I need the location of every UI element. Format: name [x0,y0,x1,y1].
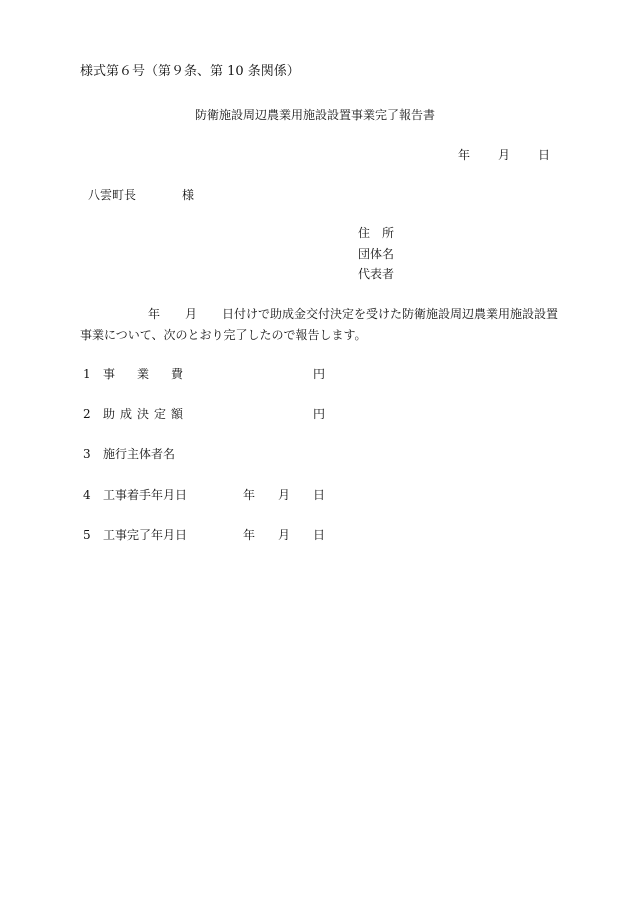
completion-date-month: 月 [278,528,291,542]
addressee [88,187,194,203]
addressee-name: 八雲町長 [88,188,137,202]
start-date-month: 月 [278,488,291,502]
sender-organization-label: 団体名 [358,247,395,261]
start-date-year: 年 [243,488,256,502]
item-number: 4 [83,488,91,502]
body-text-line-2: 事業について、次のとおり完了したので報告します。 [80,328,367,342]
item-number: 1 [83,367,91,381]
item-unit-yen: 円 [313,367,326,381]
completion-date-day: 日 [313,528,326,542]
item-label-project-cost: 事業費 [103,367,206,381]
item-number: 3 [83,447,91,461]
date-month-label: 月 [497,148,510,162]
item-unit-yen: 円 [313,407,326,421]
report-date [458,147,550,163]
form-number: 様式第６号（第９条、第 10 条関係） [80,64,300,79]
item-label-construction-start-date: 工事着手年月日 [103,488,188,502]
sender-representative-label: 代表者 [358,267,395,281]
item-label-implementing-entity: 施行主体者名 [103,447,176,461]
sender-address-label: 住 所 [358,226,395,240]
item-label-grant-amount: 助成決定額 [103,407,189,421]
item-label-construction-completion-date: 工事完了年月日 [103,528,188,542]
item-number: 2 [83,407,91,421]
body-month: 月 [185,307,198,321]
body-line1-rest: 日付けで助成金交付決定を受けた防衛施設周辺農業用施設設置 [222,307,559,321]
completion-date-year: 年 [243,528,256,542]
date-day-label: 日 [537,148,550,162]
body-text-line-1 [80,306,558,322]
start-date-day: 日 [313,488,326,502]
item-number: 5 [83,528,91,542]
date-year-label: 年 [457,148,470,162]
body-year: 年 [148,307,161,321]
addressee-honorific: 様 [182,188,195,202]
document-title: 防衛施設周辺農業用施設設置事業完了報告書 [194,108,435,122]
